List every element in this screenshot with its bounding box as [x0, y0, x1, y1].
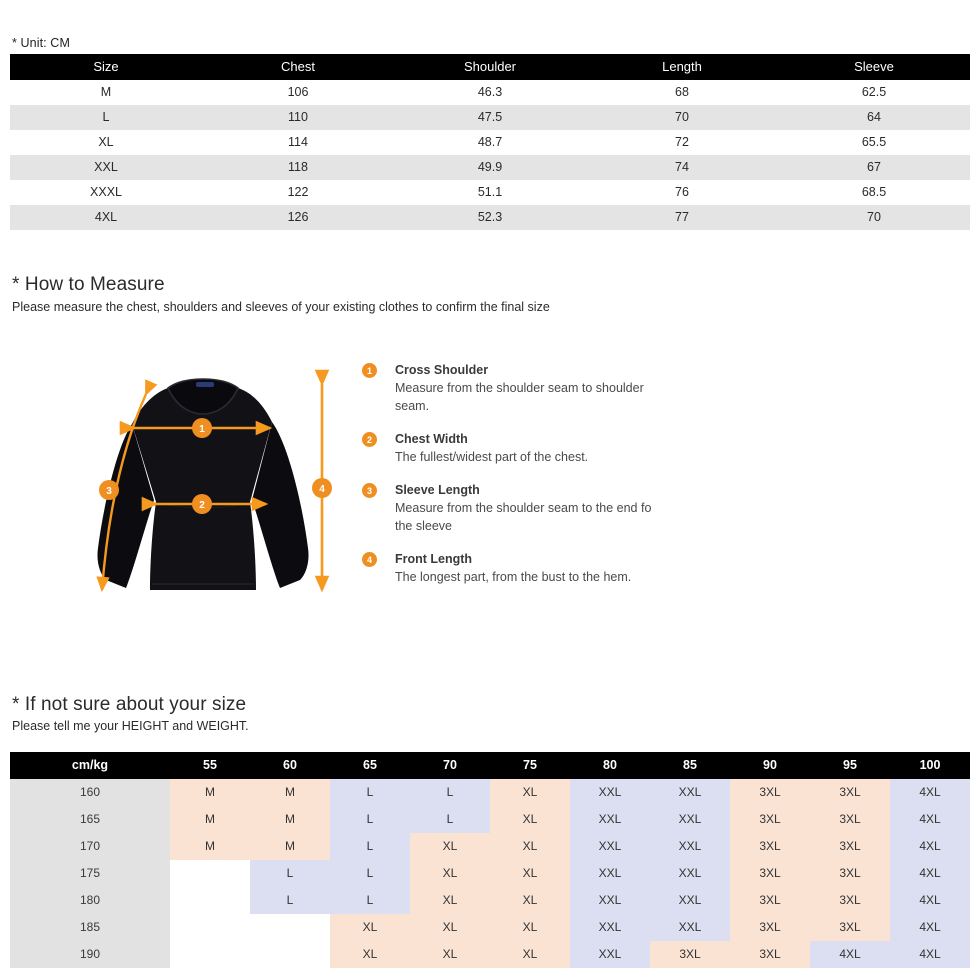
fit-matrix-size-cell — [250, 914, 330, 941]
legend-item-title: Sleeve Length — [395, 483, 480, 497]
fit-matrix-size-cell: L — [330, 860, 410, 887]
fit-matrix-size-cell: L — [410, 779, 490, 806]
fit-matrix-size-cell: 4XL — [890, 806, 970, 833]
measurement-cell: 49.9 — [394, 155, 586, 180]
measurements-col-header: Shoulder — [394, 54, 586, 80]
fit-matrix-size-cell — [170, 941, 250, 968]
fit-matrix-size-cell: XL — [330, 914, 410, 941]
measurements-col-header: Sleeve — [778, 54, 970, 80]
measurement-cell: 67 — [778, 155, 970, 180]
fit-matrix-size-cell: M — [170, 779, 250, 806]
fit-matrix-size-cell: L — [410, 806, 490, 833]
measure-legend-item — [362, 362, 662, 415]
fit-matrix-size-cell: XL — [490, 914, 570, 941]
fit-matrix-size-cell: 3XL — [730, 860, 810, 887]
not-sure-subtitle: Please tell me your HEIGHT and WEIGHT. — [12, 719, 249, 733]
fit-matrix-size-cell: 4XL — [890, 860, 970, 887]
fit-matrix-size-cell: 3XL — [730, 914, 810, 941]
legend-number-badge: 1 — [362, 363, 377, 378]
fit-matrix-size-cell: 3XL — [730, 941, 810, 968]
measurement-diagram — [60, 352, 360, 632]
measurements-table — [10, 54, 970, 230]
table-row — [10, 806, 970, 833]
how-to-measure-title: * How to Measure — [12, 274, 165, 295]
diagram-marker-3-label: 3 — [106, 486, 112, 497]
fit-matrix-height-label: 175 — [10, 860, 170, 887]
fit-matrix-size-cell: 3XL — [810, 914, 890, 941]
measurement-cell: 47.5 — [394, 105, 586, 130]
fit-matrix-size-cell: 4XL — [890, 887, 970, 914]
fit-matrix-size-cell: M — [250, 779, 330, 806]
fit-matrix-size-cell: XXL — [570, 806, 650, 833]
fit-matrix-size-cell — [170, 860, 250, 887]
table-row — [10, 833, 970, 860]
table-row — [10, 205, 970, 230]
fit-matrix-size-cell: 3XL — [730, 887, 810, 914]
fit-matrix-weight-header: 95 — [810, 752, 890, 779]
fit-matrix-size-cell: XXL — [570, 887, 650, 914]
not-sure-title: * If not sure about your size — [12, 694, 247, 715]
fit-matrix-size-cell: XXL — [650, 914, 730, 941]
measurement-cell: 77 — [586, 205, 778, 230]
fit-matrix-size-cell: 3XL — [650, 941, 730, 968]
fit-matrix-size-cell: 4XL — [890, 914, 970, 941]
fit-matrix-corner-label: cm/kg — [10, 752, 170, 779]
how-to-measure-subtitle: Please measure the chest, shoulders and sleeves of your existing clothes to confirm the final size — [12, 300, 550, 314]
fit-matrix-size-cell: 3XL — [810, 779, 890, 806]
fit-matrix-size-cell: XXL — [650, 860, 730, 887]
measurement-cell: 126 — [202, 205, 394, 230]
fit-matrix-size-cell: 4XL — [890, 833, 970, 860]
fit-matrix-size-cell: 4XL — [890, 779, 970, 806]
size-label-cell: XL — [10, 130, 202, 155]
fit-matrix-header-row — [10, 752, 970, 779]
measurement-cell: 118 — [202, 155, 394, 180]
fit-matrix-size-cell: M — [170, 806, 250, 833]
measurement-cell: 46.3 — [394, 80, 586, 105]
shirt-illustration — [97, 379, 308, 590]
unit-note: * Unit: CM — [12, 36, 70, 50]
fit-matrix-size-cell: 3XL — [810, 833, 890, 860]
fit-matrix-weight-header: 85 — [650, 752, 730, 779]
measurement-cell: 70 — [586, 105, 778, 130]
fit-matrix-size-cell: XXL — [570, 941, 650, 968]
fit-matrix-weight-header: 65 — [330, 752, 410, 779]
measurement-cell: 64 — [778, 105, 970, 130]
fit-matrix-size-cell: 3XL — [730, 779, 810, 806]
fit-matrix-size-cell: M — [170, 833, 250, 860]
fit-matrix-size-cell: L — [330, 833, 410, 860]
measurement-cell: 68 — [586, 80, 778, 105]
size-label-cell: M — [10, 80, 202, 105]
measurement-cell: 51.1 — [394, 180, 586, 205]
legend-number-badge: 4 — [362, 552, 377, 567]
measurement-cell: 110 — [202, 105, 394, 130]
fit-matrix-size-cell: XL — [330, 941, 410, 968]
measurement-cell: 72 — [586, 130, 778, 155]
fit-matrix-height-label: 190 — [10, 941, 170, 968]
table-row — [10, 887, 970, 914]
measurement-legend-list — [362, 362, 662, 602]
measurement-cell: 74 — [586, 155, 778, 180]
diagram-marker-4-label: 4 — [319, 484, 325, 495]
fit-matrix-size-cell: XXL — [650, 833, 730, 860]
fit-matrix-height-label: 160 — [10, 779, 170, 806]
measurement-cell: 70 — [778, 205, 970, 230]
size-label-cell: XXL — [10, 155, 202, 180]
fit-matrix-size-cell: XL — [490, 806, 570, 833]
measurement-cell: 114 — [202, 130, 394, 155]
measurement-cell: 76 — [586, 180, 778, 205]
fit-matrix-size-cell: L — [330, 887, 410, 914]
fit-matrix-size-cell: XXL — [570, 914, 650, 941]
measurements-col-header: Size — [10, 54, 202, 80]
legend-number-badge: 3 — [362, 483, 377, 498]
fit-matrix-weight-header: 75 — [490, 752, 570, 779]
fit-matrix-size-cell: XL — [490, 941, 570, 968]
fit-matrix-size-cell: 3XL — [810, 860, 890, 887]
measurement-cell: 106 — [202, 80, 394, 105]
measurement-cell: 48.7 — [394, 130, 586, 155]
fit-matrix-weight-header: 100 — [890, 752, 970, 779]
measurement-cell: 68.5 — [778, 180, 970, 205]
fit-matrix-size-cell: XXL — [650, 887, 730, 914]
fit-matrix-size-cell: XL — [410, 833, 490, 860]
table-row — [10, 80, 970, 105]
legend-item-description: Measure from the shoulder seam to the end fo the sleeve — [395, 501, 652, 533]
fit-matrix-size-cell: XXL — [650, 806, 730, 833]
legend-number-badge: 2 — [362, 432, 377, 447]
legend-item-title: Front Length — [395, 552, 473, 566]
fit-matrix-size-cell: L — [330, 779, 410, 806]
fit-matrix-size-cell: L — [330, 806, 410, 833]
fit-matrix-size-cell: XL — [410, 941, 490, 968]
fit-matrix-size-cell: XL — [490, 887, 570, 914]
fit-matrix-weight-header: 55 — [170, 752, 250, 779]
fit-matrix-size-cell: XL — [410, 860, 490, 887]
legend-item-title: Chest Width — [395, 432, 468, 446]
legend-item-description: Measure from the shoulder seam to shoulder seam. — [395, 381, 644, 413]
fit-matrix-size-cell: XXL — [570, 779, 650, 806]
measurement-cell: 52.3 — [394, 205, 586, 230]
fit-matrix-size-cell: XL — [490, 779, 570, 806]
table-row — [10, 860, 970, 887]
diagram-marker-2-label: 2 — [199, 500, 205, 511]
measurement-cell: 122 — [202, 180, 394, 205]
table-row — [10, 180, 970, 205]
fit-matrix-size-cell: 3XL — [810, 887, 890, 914]
fit-matrix-weight-header: 70 — [410, 752, 490, 779]
fit-matrix-size-cell: 3XL — [730, 833, 810, 860]
measurements-table-header-row — [10, 54, 970, 80]
size-label-cell: 4XL — [10, 205, 202, 230]
fit-matrix-size-cell: XXL — [570, 833, 650, 860]
size-label-cell: XXXL — [10, 180, 202, 205]
fit-matrix-size-cell: XXL — [650, 779, 730, 806]
fit-matrix-size-cell: XXL — [570, 860, 650, 887]
table-row — [10, 779, 970, 806]
fit-matrix-height-label: 185 — [10, 914, 170, 941]
legend-item-description: The longest part, from the bust to the hem. — [395, 570, 632, 584]
measure-legend-item — [362, 482, 662, 535]
fit-matrix-size-cell: XL — [490, 860, 570, 887]
table-row — [10, 914, 970, 941]
fit-matrix-weight-header: 60 — [250, 752, 330, 779]
table-row — [10, 941, 970, 968]
fit-matrix-size-cell: 3XL — [810, 806, 890, 833]
table-row — [10, 105, 970, 130]
measurement-cell: 65.5 — [778, 130, 970, 155]
measure-legend-item — [362, 551, 662, 586]
diagram-marker-1-label: 1 — [199, 424, 205, 435]
fit-matrix-table — [10, 752, 970, 968]
fit-matrix-size-cell: M — [250, 833, 330, 860]
measurement-cell: 62.5 — [778, 80, 970, 105]
size-label-cell: L — [10, 105, 202, 130]
measurements-col-header: Length — [586, 54, 778, 80]
fit-matrix-size-cell — [170, 887, 250, 914]
shirt-diagram-svg — [60, 352, 360, 632]
fit-matrix-height-label: 165 — [10, 806, 170, 833]
measure-legend-item — [362, 431, 662, 466]
fit-matrix-size-cell: XL — [410, 914, 490, 941]
measurements-col-header: Chest — [202, 54, 394, 80]
fit-matrix-size-cell: L — [250, 887, 330, 914]
table-row — [10, 155, 970, 180]
fit-matrix-size-cell: L — [250, 860, 330, 887]
fit-matrix-height-label: 170 — [10, 833, 170, 860]
table-row — [10, 130, 970, 155]
legend-item-description: The fullest/widest part of the chest. — [395, 450, 589, 464]
fit-matrix-size-cell: 3XL — [730, 806, 810, 833]
fit-matrix-size-cell: 4XL — [890, 941, 970, 968]
fit-matrix-size-cell: XL — [490, 833, 570, 860]
fit-matrix-size-cell: 4XL — [810, 941, 890, 968]
fit-matrix-size-cell — [250, 941, 330, 968]
fit-matrix-size-cell — [170, 914, 250, 941]
fit-matrix-size-cell: XL — [410, 887, 490, 914]
fit-matrix-weight-header: 80 — [570, 752, 650, 779]
fit-matrix-height-label: 180 — [10, 887, 170, 914]
fit-matrix-weight-header: 90 — [730, 752, 810, 779]
legend-item-title: Cross Shoulder — [395, 363, 489, 377]
fit-matrix-size-cell: M — [250, 806, 330, 833]
